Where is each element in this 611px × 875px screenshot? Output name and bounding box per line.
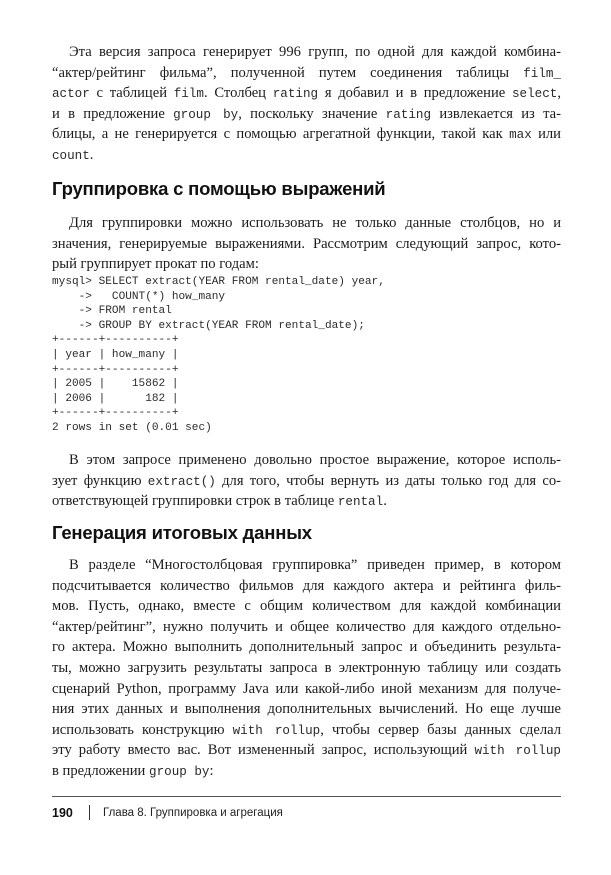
text-run: мов. Пусть, однако, вместе с общим количеством для каждой комбинации xyxy=(52,598,561,615)
text-line xyxy=(52,145,561,166)
code-line: -> GROUP BY extract(YEAR FROM rental_date); xyxy=(52,319,365,332)
text-run: го актера. Можно выполнить дополнительный запрос и объединить результа- xyxy=(52,639,561,656)
text-line xyxy=(52,637,561,658)
code-line: +------+----------+ xyxy=(52,407,179,420)
sql-code-listing xyxy=(52,275,385,436)
footer-separator xyxy=(89,805,90,820)
text-run: использовать конструкцию xyxy=(52,721,233,738)
text-run: и в предложение xyxy=(52,105,174,122)
code-line: +------+----------+ xyxy=(52,363,179,376)
inline-code: rental xyxy=(337,495,384,510)
inline-code: group by xyxy=(149,764,210,779)
text-run: Для группировки можно использовать не только данные столбцов, но и xyxy=(69,215,561,231)
text-line xyxy=(52,234,561,255)
text-run: “актер/рейтинг”, нужно получить и общее количество для каждого отдельно- xyxy=(52,618,561,635)
text-run: ния этих данных и выполнения дополнительных вычислений. Но еще лучше xyxy=(52,701,561,718)
inline-code: film_ xyxy=(523,66,561,81)
text-run: ты, можно загрузить результаты запроса в электронную таблицу или создать xyxy=(52,659,561,676)
text-run: для того, чтобы вернуть из даты только год для со- xyxy=(215,472,562,489)
code-line: mysql> SELECT extract(YEAR FROM rental_date) year, xyxy=(52,276,385,288)
text-line xyxy=(52,254,561,275)
text-run: В этом запросе применено довольно простое выражение, которое исполь- xyxy=(69,452,561,468)
text-run: эту работу вместо вас. Вот измененный запрос, использующий xyxy=(52,742,475,759)
text-line xyxy=(52,471,561,492)
paragraph-extract-function xyxy=(52,450,561,512)
text-run: блицы, а не генерируется с помощью агрегатной функции, такой как xyxy=(52,126,510,143)
chapter-title: Глава 8. Группировка и агрегация xyxy=(103,807,283,819)
inline-code: max xyxy=(509,128,532,143)
code-line: | 2006 | 182 | xyxy=(52,392,179,405)
code-line: -> COUNT(*) how_many xyxy=(52,290,226,303)
text-line xyxy=(52,63,561,84)
inline-code: rating xyxy=(385,107,432,122)
inline-code: group by xyxy=(173,107,239,122)
text-run: Эта версия запроса генерирует 996 групп, по одной для каждой комбина- xyxy=(69,44,561,60)
text-run: В разделе “Многостолбцовая группировка” приведен пример, в котором xyxy=(69,557,561,573)
inline-code: film xyxy=(173,87,204,102)
code-line: -> FROM rental xyxy=(52,305,172,318)
text-line xyxy=(52,576,561,597)
text-line xyxy=(52,491,561,512)
text-run: или xyxy=(531,126,561,143)
paragraph-expression-grouping xyxy=(52,213,561,275)
code-line: | 2005 | 15862 | xyxy=(52,378,179,391)
text-run: я добавил и в предложение xyxy=(318,85,512,102)
text-line xyxy=(52,124,561,145)
text-line xyxy=(52,740,561,761)
text-line xyxy=(52,617,561,638)
text-run: , поскольку значение xyxy=(238,105,386,122)
text-line xyxy=(52,104,561,125)
text-run: рый группирует прокат по годам: xyxy=(52,256,259,273)
text-line xyxy=(52,83,561,104)
text-run: с таблицей xyxy=(89,85,174,102)
footer-divider xyxy=(52,796,561,797)
text-line xyxy=(52,596,561,617)
text-run: зует функцию xyxy=(52,472,148,489)
code-line: +------+----------+ xyxy=(52,334,179,347)
inline-code: select xyxy=(511,87,558,102)
text-line xyxy=(52,699,561,720)
paragraph-group-count xyxy=(52,42,561,166)
section-heading-rollup: Генерация итоговых данных xyxy=(52,522,312,543)
text-run: значения, генерируемые выражениями. Рассмотрим следующий запрос, кото- xyxy=(52,235,561,252)
text-run: подсчитывается количество фильмов для каждого актера и рейтинга филь- xyxy=(52,577,561,594)
text-line xyxy=(52,761,561,782)
inline-code: extract() xyxy=(147,474,216,489)
inline-code: actor xyxy=(52,87,90,102)
text-run: сценарий Python, программу Java или какой-либо иной механизм для получе- xyxy=(52,680,561,697)
code-line: 2 rows in set (0.01 sec) xyxy=(52,421,212,434)
text-line xyxy=(52,658,561,679)
code-line: | year | how_many | xyxy=(52,348,179,361)
text-run: . xyxy=(383,493,387,510)
section-heading-expressions: Группировка с помощью выражений xyxy=(52,178,386,199)
text-run: , xyxy=(557,85,561,102)
text-run: ответствующей группировки строк в таблице xyxy=(52,493,338,510)
text-line xyxy=(52,450,561,471)
text-run: , чтобы сервер базы данных сделал xyxy=(320,721,561,738)
text-line xyxy=(52,720,561,741)
text-run: “актер/рейтинг фильма”, полученной путем соединения таблицы xyxy=(52,64,524,81)
text-run: : xyxy=(209,762,214,779)
page-number: 190 xyxy=(52,806,73,820)
inline-code: with rollup xyxy=(232,723,321,738)
text-run: в предложении xyxy=(52,762,150,779)
inline-code: with rollup xyxy=(474,744,561,759)
inline-code: rating xyxy=(272,87,319,102)
text-line xyxy=(52,679,561,700)
text-line xyxy=(52,42,561,63)
text-run: извлекается из та- xyxy=(431,105,561,122)
paragraph-with-rollup xyxy=(52,555,561,782)
inline-code: count xyxy=(52,148,90,163)
text-line xyxy=(52,555,561,576)
text-line xyxy=(52,213,561,234)
text-run: . Столбец xyxy=(203,85,273,102)
text-run: . xyxy=(89,146,94,163)
